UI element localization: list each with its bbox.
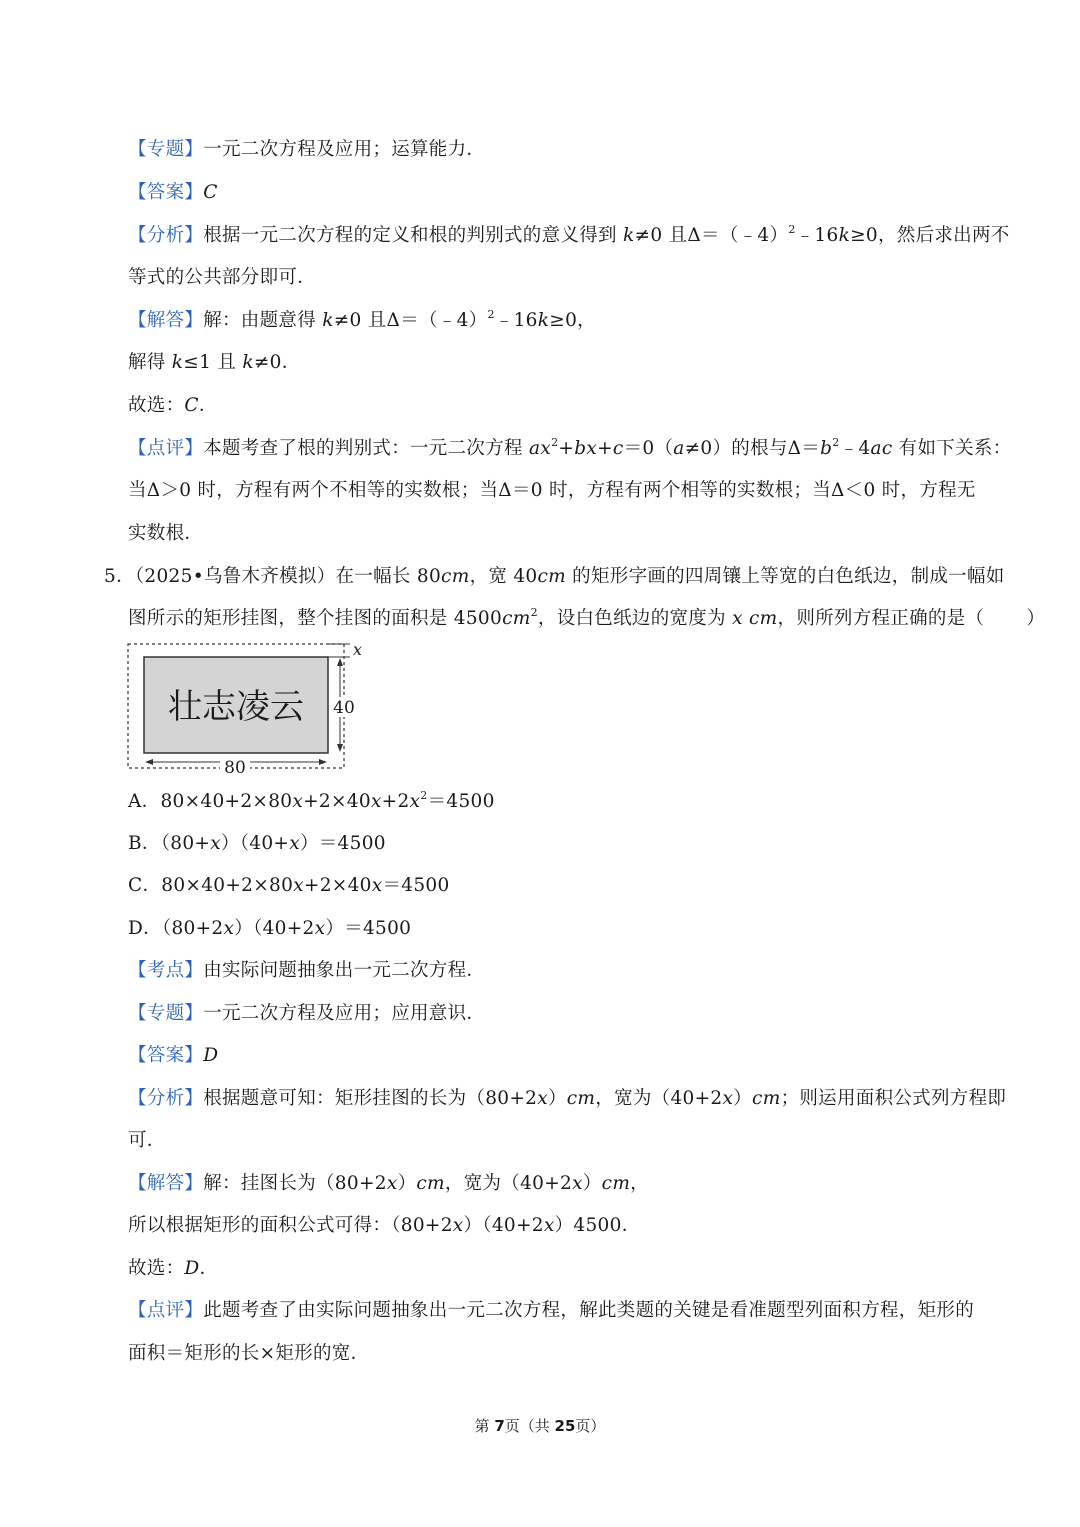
page-number: 7 xyxy=(494,1417,505,1435)
topic-tag: 【专题】 xyxy=(128,139,204,160)
prev-solution-line-2: 解得 k≤1 且 k≠0． xyxy=(128,352,301,373)
label-width: 80 xyxy=(224,758,246,775)
answer-value: C xyxy=(203,182,218,203)
solution-tag: 【解答】 xyxy=(128,1173,204,1194)
analysis-tag: 【分析】 xyxy=(128,1088,204,1109)
q5-analysis-line-1: 【分析】根据题意可知：矩形挂图的长为（80+2x）cm，宽为（40+2x）cm；则运用面积公式列方程即 xyxy=(128,1088,1007,1109)
height-arrow-head-top xyxy=(337,658,343,666)
q5-comment-line-1: 【点评】此题考查了由实际问题抽象出一元二次方程，解此类题的关键是看准题型列面积方程，矩形的 xyxy=(128,1300,975,1321)
q5-topic-line: 【专题】一元二次方程及应用；应用意识． xyxy=(128,1003,486,1024)
solution-tag: 【解答】 xyxy=(128,310,204,331)
q5-point-line: 【考点】由实际问题抽象出一元二次方程． xyxy=(128,960,486,981)
question-5-figure xyxy=(124,640,364,779)
prev-topic-line: 【专题】一元二次方程及应用；运算能力． xyxy=(128,139,486,160)
q5-solution-line-1: 【解答】解：挂图长为（80+2x）cm，宽为（40+2x）cm， xyxy=(128,1173,649,1194)
analysis-tag: 【分析】 xyxy=(128,225,204,246)
prev-answer-line xyxy=(128,180,218,206)
q5-comment-line-2: 面积＝矩形的长×矩形的宽． xyxy=(128,1343,370,1364)
prev-solution-line-1: 【解答】解：由题意得 k≠0 且Δ＝（﹣4）$^2$﹣16k≥0， xyxy=(128,308,596,331)
topic-tag: 【专题】 xyxy=(128,1003,204,1024)
prev-solution-line-3: 故选：C． xyxy=(128,395,218,416)
option-d: D．（80+2x）（40+2x）＝4500 xyxy=(128,918,412,939)
width-arrow-head-right xyxy=(319,759,327,765)
prev-comment-line-1: 【点评】本题考查了根的判别式：一元二次方程 $ax^2+bx+c=0(a\ne 0)$的根与$\Delta=b^2﹣4ac$ 有如下关系： xyxy=(128,436,1012,459)
answer-tag: 【答案】 xyxy=(128,1045,204,1066)
point-tag: 【考点】 xyxy=(128,960,204,981)
comment-tag: 【点评】 xyxy=(128,1300,204,1321)
q5-answer-line xyxy=(128,1043,218,1069)
answer-value: D xyxy=(203,1045,219,1066)
q5-solution-line-2: 所以根据矩形的面积公式可得：（80+2x）（40+2x）4500． xyxy=(128,1215,641,1236)
q5-analysis-line-2: 可． xyxy=(128,1130,166,1151)
label-height: 40 xyxy=(333,698,355,718)
prev-comment-line-2: 当Δ＞0 时，方程有两个不相等的实数根；当Δ＝0 时，方程有两个相等的实数根；当Δ＜0 时，方程无 xyxy=(128,480,976,501)
question-5-line-1: 5．（2025•乌鲁木齐模拟）在一幅长 80cm，宽 40cm 的矩形字画的四周镶上等宽的白色纸边，制成一幅如 xyxy=(104,566,1005,587)
prev-analysis-line-1: 【分析】根据一元二次方程的定义和根的判别式的意义得到 k≠0 且Δ＝（﹣4）$^2$﹣16k≥0，然后求出两不 xyxy=(128,223,1010,246)
comment-tag: 【点评】 xyxy=(128,438,204,459)
option-b: B．（80+x）（40+x）＝4500 xyxy=(128,833,386,854)
prev-analysis-line-2: 等式的公共部分即可． xyxy=(128,267,317,288)
height-arrow-head-bottom xyxy=(337,744,343,752)
width-arrow-head-left xyxy=(145,759,153,765)
page-footer: 第 7页（共 25页） xyxy=(474,1417,606,1435)
answer-tag: 【答案】 xyxy=(128,182,204,203)
label-x: x xyxy=(353,640,363,659)
question-5-line-2: 图所示的矩形挂图，整个挂图的面积是 $4500cm^2$，设白色纸边的宽度为 x cm，则所列方程正确的是（ ） xyxy=(128,606,1046,629)
prev-comment-line-3: 实数根． xyxy=(128,523,204,544)
page-total: 25 xyxy=(554,1417,576,1435)
option-a: A．$80\times 40+2\times 80x+2\times 40x+2x^2=4500$ xyxy=(128,789,495,812)
q5-solution-line-3: 故选：D． xyxy=(128,1258,219,1279)
framed-painting-diagram xyxy=(124,640,364,775)
option-c: C．80×40+2×80x+2×40x＝4500 xyxy=(128,875,450,896)
calligraphy-text: 壮志凌云 xyxy=(168,687,304,727)
